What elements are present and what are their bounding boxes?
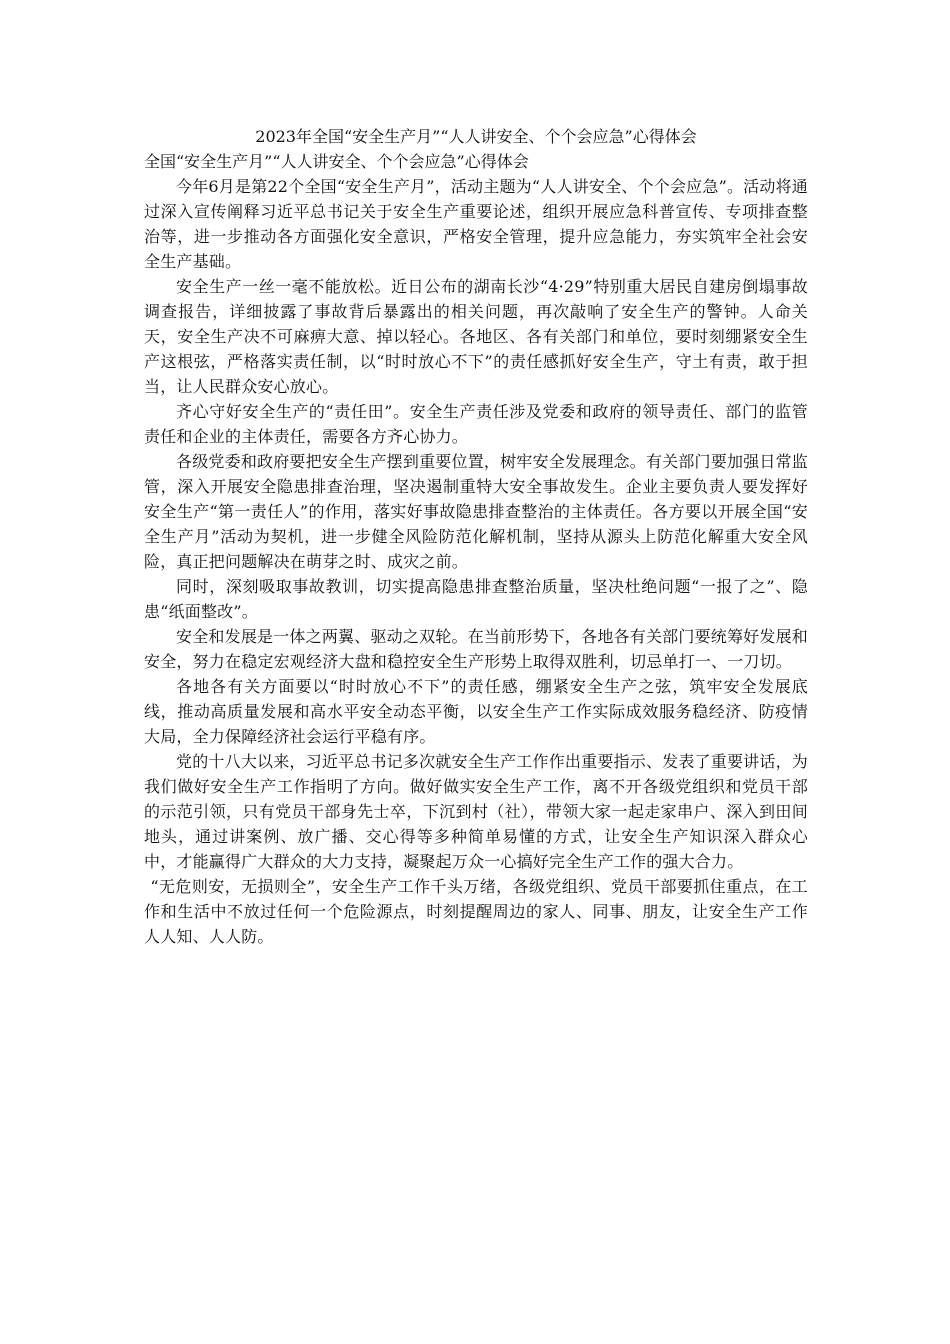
paragraph: 各级党委和政府要把安全生产摆到重要位置，树牢安全发展理念。有关部门要加强日常监管，深入开展安全隐患排查治理，坚决遏制重特大安全事故发生。企业主要负责人要发挥好安全生产“第一责任人”的作用，落实好事故隐患排查整治的主体责任。各方要以开展全国“安全生产月”活动为契机，进一步健全风险防范化解机制，坚持从源头上防范化解重大安全风险，真正把问题解决在萌芽之时、成灾之前。 (144, 452, 808, 571)
paragraph: 今年6月是第22个全国“安全生产月”，活动主题为“人人讲安全、个个会应急”。活动将通过深入宣传阐释习近平总书记关于安全生产重要论述，组织开展应急科普宣传、专项排查整治等，进一步推动各方面强化安全意识，严格安全管理，提升应急能力，夯实筑牢全社会安全生产基础。 (144, 177, 808, 271)
paragraph: 安全生产一丝一毫不能放松。近日公布的湖南长沙“4·29”特别重大居民自建房倒塌事故调查报告，详细披露了事故背后暴露出的相关问题，再次敲响了安全生产的警钟。人命关天，安全生产决不可麻痹大意、掉以轻心。各地区、各有关部门和单位，要时刻绷紧安全生产这根弦，严格落实责任制，以“时时放心不下”的责任感抓好安全生产，守土有责，敢于担当，让人民群众安心放心。 (144, 277, 808, 396)
document-title: 2023年全国“安全生产月”“人人讲安全、个个会应急”心得体会 (255, 127, 697, 146)
paragraph: 安全和发展是一体之两翼、驱动之双轮。在当前形势下，各地各有关部门要统筹好发展和安全，努力在稳定宏观经济大盘和稳控安全生产形势上取得双胜利，切忌单打一、一刀切。 (144, 627, 808, 671)
paragraph: 各地各有关方面要以“时时放心不下”的责任感，绷紧安全生产之弦，筑牢安全发展底线，推动高质量发展和高水平安全动态平衡，以安全生产工作实际成效服务稳经济、防疫情大局，全力保障经济社会运行平稳有序。 (144, 677, 808, 746)
paragraph: 同时，深刻吸取事故教训，切实提高隐患排查整治质量，坚决杜绝问题“一报了之”、隐患“纸面整改”。 (144, 577, 808, 621)
paragraph: 党的十八大以来，习近平总书记多次就安全生产工作作出重要指示、发表了重要讲话，为我们做好安全生产工作指明了方向。做好做实安全生产工作，离不开各级党组织和党员干部的示范引领，只有党员干部身先士卒，下沉到村（社），带领大家一起走家串户、深入到田间地头，通过讲案例、放广播、交心得等多种简单易懂的方式，让安全生产知识深入群众心中，才能赢得广大群众的大力支持，凝聚起万众一心搞好完全生产工作的强大合力。 (144, 752, 808, 871)
document-page (144, 124, 808, 949)
paragraph: 齐心守好安全生产的“责任田”。安全生产责任涉及党委和政府的领导责任、部门的监管责任和企业的主体责任，需要各方齐心协力。 (144, 402, 808, 446)
document-subtitle: 全国“安全生产月”“人人讲安全、个个会应急”心得体会 (144, 152, 529, 171)
paragraph: “无危则安，无损则全”，安全生产工作千头万绪，各级党组织、党员干部要抓住重点，在工作和生活中不放过任何一个危险源点，时刻提醒周边的家人、同事、朋友，让安全生产工作人人知、人人防。 (144, 877, 808, 946)
